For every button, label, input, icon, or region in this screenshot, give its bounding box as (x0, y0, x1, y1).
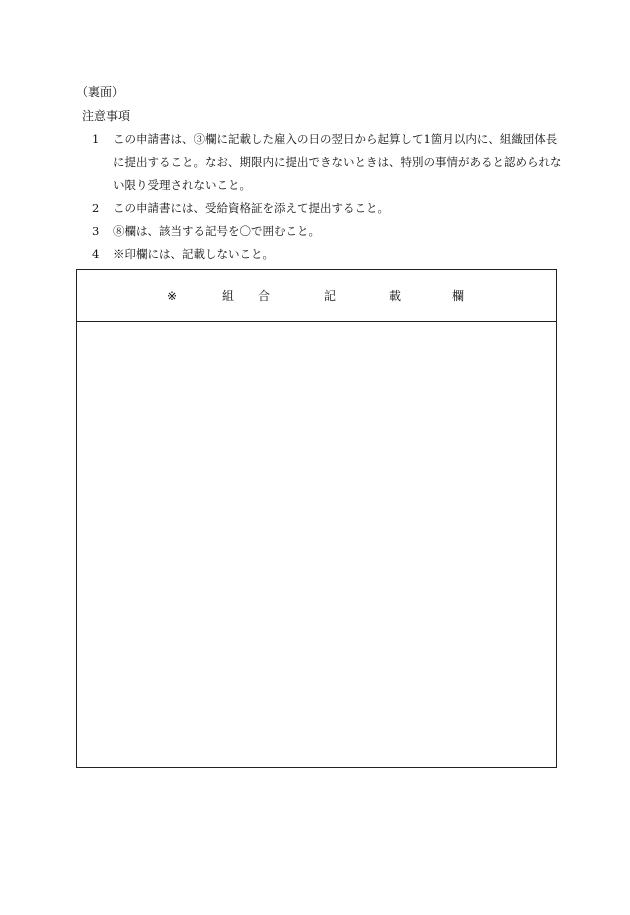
note-number: 1 (92, 132, 100, 146)
note-item-1 (92, 128, 562, 197)
note-text: ※印欄には、記載しないこと。 (113, 247, 274, 261)
note-text: この申請書は、③欄に記載した雇入の日の翌日から起算して1箇月以内に、組織団体長に提出すること。なお、期限内に提出できないときは、特別の事情があると認められない限り受理されないこと。 (113, 132, 562, 192)
note-item-4 (92, 243, 562, 266)
note-number: 2 (92, 201, 100, 215)
union-remarks-header (77, 270, 556, 322)
header-char: 載 (389, 289, 402, 303)
note-text: この申請書には、受給資格証を添えて提出すること。 (113, 201, 389, 215)
note-number: 4 (92, 247, 100, 261)
note-number: 3 (92, 224, 100, 238)
note-item-3 (92, 220, 562, 243)
page-heading: （裏面） (76, 85, 125, 99)
reference-mark-char: ※ (167, 289, 178, 303)
header-char: 組 (222, 289, 235, 303)
note-text: ⑧欄は、該当する記号を〇で囲むこと。 (113, 224, 320, 238)
notes-list (92, 128, 562, 266)
header-char: 記 (324, 289, 337, 303)
header-char: 欄 (452, 289, 465, 303)
union-remarks-entry-area[interactable] (77, 322, 556, 767)
note-item-2 (92, 197, 562, 220)
notes-title: 注意事項 (82, 109, 131, 123)
header-char: 合 (258, 289, 271, 303)
union-remarks-box (76, 269, 557, 768)
